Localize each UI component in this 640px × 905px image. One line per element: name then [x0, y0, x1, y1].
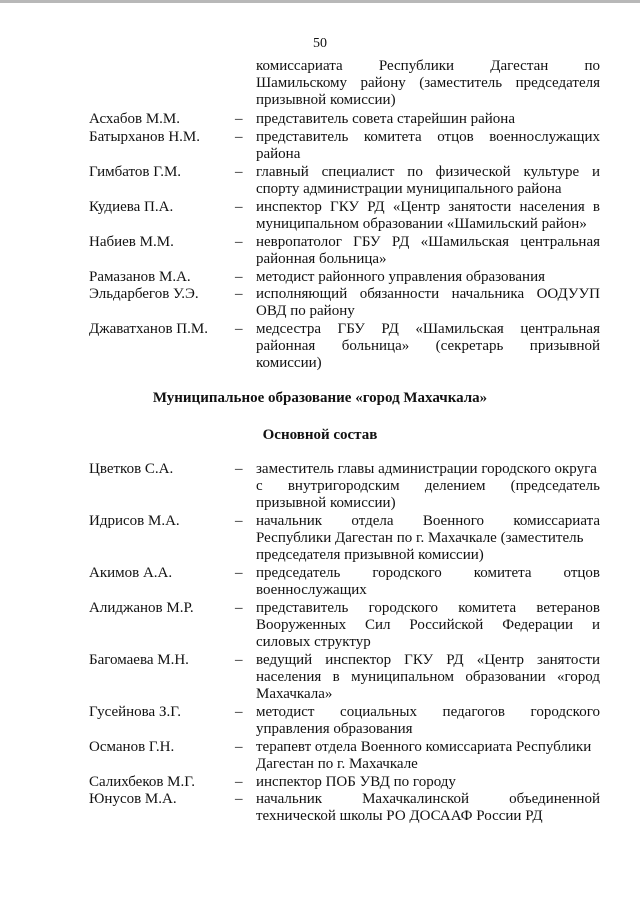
page-number: 50 — [313, 36, 327, 51]
dash: – — [235, 774, 243, 790]
dash: – — [235, 164, 243, 180]
member-desc-line: исполняющий обязанности начальника ООДУУП — [256, 286, 600, 302]
subsection-title: Основной состав — [262, 427, 378, 443]
member-name: Идрисов М.А. — [89, 513, 180, 529]
member-desc-line: технической школы РО ДОСААФ России РД — [256, 808, 543, 824]
dash: – — [235, 234, 243, 250]
member-desc-line: медсестра ГБУ РД «Шамильская центральная — [256, 321, 600, 337]
member-name: Цветков С.А. — [89, 461, 174, 477]
dash: – — [235, 739, 243, 755]
member-desc-line: спорту администрации муниципального района — [256, 181, 562, 197]
dash: – — [235, 704, 243, 720]
member-name: Гимбатов Г.М. — [89, 164, 182, 180]
member-name: Набиев М.М. — [89, 234, 174, 250]
member-desc-line: начальник отдела Военного комиссариата — [256, 513, 600, 529]
member-desc-line: управления образования — [256, 721, 413, 737]
member-desc-line: представитель комитета отцов военнослужащих — [256, 129, 600, 145]
member-desc-line: ОВД по району — [256, 303, 355, 319]
section-title: Муниципальное образование «город Махачкала» — [152, 390, 488, 406]
member-desc-line: заместитель главы администрации городского округа — [256, 461, 597, 477]
continuation-line: комиссариата Республики Дагестан по — [256, 58, 600, 74]
member-desc-line: инспектор ПОБ УВД по городу — [256, 774, 456, 790]
dash: – — [235, 321, 243, 337]
member-desc-line: районная больница» — [256, 251, 387, 267]
member-name: Джаватханов П.М. — [89, 321, 208, 337]
member-desc-line: с внутригородским делением (председатель — [256, 478, 600, 494]
member-desc-line: представитель городского комитета ветеранов — [256, 600, 600, 616]
dash: – — [235, 565, 243, 581]
continuation-line: призывной комиссии) — [256, 92, 396, 108]
member-desc-line: председателя призывной комиссии) — [256, 547, 484, 563]
member-name: Асхабов М.М. — [89, 111, 181, 127]
member-name: Османов Г.Н. — [89, 739, 175, 755]
continuation-line: Шамильскому району (заместитель председателя — [256, 75, 600, 91]
dash: – — [235, 111, 243, 127]
member-desc-line: методист социальных педагогов городского — [256, 704, 600, 720]
member-desc-line: методист районного управления образования — [256, 269, 546, 285]
member-desc-line: представитель совета старейшин района — [256, 111, 515, 127]
member-name: Алиджанов М.Р. — [89, 600, 194, 616]
dash: – — [235, 791, 243, 807]
member-desc-line: невропатолог ГБУ РД «Шамильская центральная — [256, 234, 600, 250]
dash: – — [235, 652, 243, 668]
dash: – — [235, 461, 243, 477]
scan-edge — [0, 0, 640, 3]
dash: – — [235, 269, 243, 285]
member-desc-line: председатель городского комитета отцов — [256, 565, 600, 581]
member-desc-line: районная больница» (секретарь призывной — [256, 338, 600, 354]
member-name: Юнусов М.А. — [89, 791, 177, 807]
member-desc-line: района — [256, 146, 301, 162]
member-desc-line: ведущий инспектор ГКУ РД «Центр занятости — [256, 652, 600, 668]
member-desc-line: муниципальном образовании «Шамильский район» — [256, 216, 587, 232]
member-name: Багомаева М.Н. — [89, 652, 189, 668]
member-name: Гусейнова З.Г. — [89, 704, 181, 720]
member-desc-line: Махачкала» — [256, 686, 333, 702]
member-desc-line: силовых структур — [256, 634, 371, 650]
dash: – — [235, 600, 243, 616]
member-desc-line: комиссии) — [256, 355, 322, 371]
member-name: Батырханов Н.М. — [89, 129, 201, 145]
member-desc-line: населения в муниципальном образовании «город — [256, 669, 600, 685]
dash: – — [235, 286, 243, 302]
dash: – — [235, 199, 243, 215]
member-desc-line: Дагестан по г. Махачкале — [256, 756, 418, 772]
member-name: Салихбеков М.Г. — [89, 774, 196, 790]
member-name: Акимов А.А. — [89, 565, 173, 581]
member-name: Рамазанов М.А. — [89, 269, 191, 285]
dash: – — [235, 513, 243, 529]
member-desc-line: Вооруженных Сил Российской Федерации и — [256, 617, 600, 633]
member-desc-line: инспектор ГКУ РД «Центр занятости населения в — [256, 199, 600, 215]
member-desc-line: призывной комиссии) — [256, 495, 396, 511]
member-desc-line: начальник Махачкалинской объединенной — [256, 791, 600, 807]
member-name: Эльдарбегов У.Э. — [89, 286, 199, 302]
member-desc-line: терапевт отдела Военного комиссариата Республики — [256, 739, 592, 755]
dash: – — [235, 129, 243, 145]
member-desc-line: Республики Дагестан по г. Махачкале (заместитель — [256, 530, 584, 546]
member-desc-line: главный специалист по физической культуре и — [256, 164, 600, 180]
member-name: Кудиева П.А. — [89, 199, 174, 215]
member-desc-line: военнослужащих — [256, 582, 367, 598]
